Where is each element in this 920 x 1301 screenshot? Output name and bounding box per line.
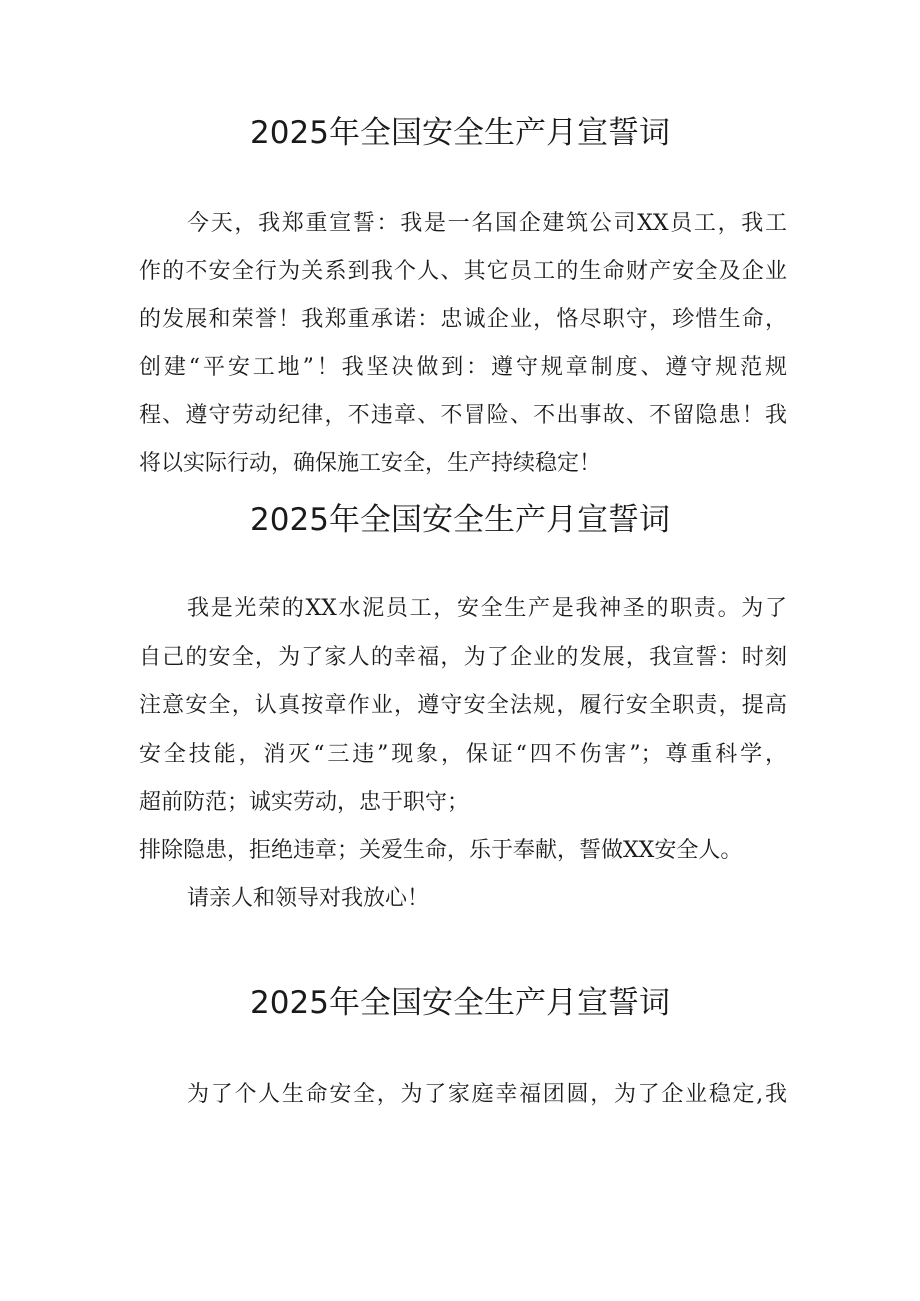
- paragraph-line: 安全技能，消灭“三违”现象，保证“四不伤害”；尊重科学，: [139, 742, 787, 767]
- paragraph-line: 程、遵守劳动纪律，不违章、不冒险、不出事故、不留隐患！我: [139, 403, 787, 428]
- section-title: 2025年全国安全生产月宣誓词: [250, 985, 670, 1021]
- paragraph-line: 排除隐患，拒绝违章；关爱生命，乐于奉献，誓做XX安全人。: [139, 838, 743, 863]
- section-title: 2025年全国安全生产月宣誓词: [250, 115, 670, 151]
- section-title: 2025年全国安全生产月宣誓词: [250, 502, 670, 538]
- paragraph-line: 创建“平安工地”！我坚决做到：遵守规章制度、遵守规范规: [139, 355, 787, 380]
- paragraph-line: 将以实际行动，确保施工安全，生产持续稳定！: [139, 451, 602, 476]
- paragraph-line: 我是光荣的XX水泥员工，安全生产是我神圣的职责。为了: [187, 596, 787, 621]
- paragraph-line: 自己的安全，为了家人的幸福，为了企业的发展，我宣誓：时刻: [139, 645, 787, 670]
- paragraph-line: 为了个人生命安全，为了家庭幸福团圆，为了企业稳定,我: [187, 1082, 787, 1107]
- paragraph-line: 作的不安全行为关系到我个人、其它员工的生命财产安全及企业: [139, 259, 787, 284]
- paragraph-line: 请亲人和领导对我放心！: [187, 886, 430, 911]
- paragraph-line: 超前防范；诚实劳动，忠于职守；: [139, 790, 470, 815]
- paragraph-line: 今天，我郑重宣誓：我是一名国企建筑公司XX员工，我工: [187, 211, 787, 236]
- paragraph-line: 注意安全，认真按章作业，遵守安全法规，履行安全职责，提高: [139, 693, 787, 718]
- paragraph-line: 的发展和荣誉！我郑重承诺：忠诚企业，恪尽职守，珍惜生命，: [139, 307, 787, 332]
